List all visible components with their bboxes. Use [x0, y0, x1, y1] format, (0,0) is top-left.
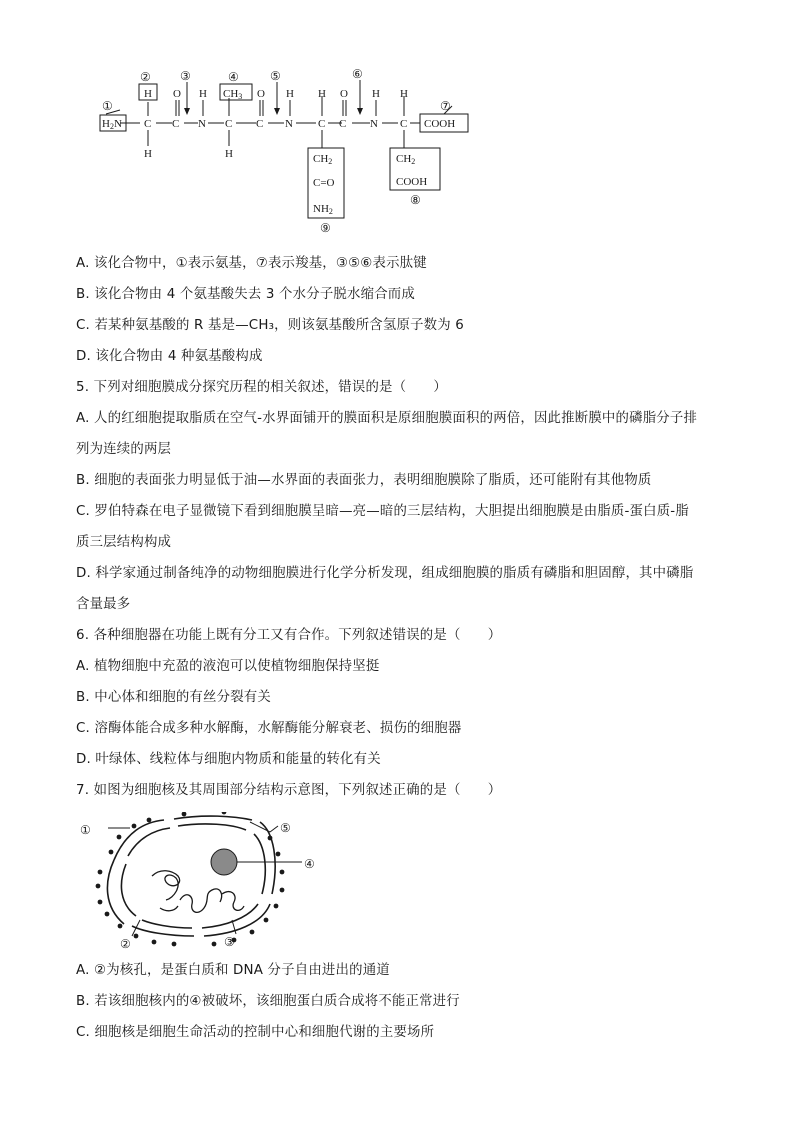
svg-text:COOH: COOH [424, 118, 456, 130]
svg-text:H2N: H2N [102, 118, 122, 131]
q4-option-d: D. 该化合物由 4 种氨基酸构成 [76, 349, 263, 364]
q5-option-a-cont: 列为连续的两层 [76, 442, 172, 457]
q6-option-b: B. 中心体和细胞的有丝分裂有关 [76, 690, 271, 705]
q7-option-c: C. 细胞核是细胞生命活动的控制中心和细胞代谢的主要场所 [76, 1025, 435, 1040]
svg-text:O: O [173, 88, 181, 100]
label-5: ⑤ [270, 69, 281, 83]
q5-option-a: A. 人的红细胞提取脂质在空气-水界面铺开的膜面积是原细胞膜面积的两倍，因此推断膜中的磷脂分子排 [76, 411, 698, 426]
q5-option-d-cont: 含量最多 [76, 597, 131, 612]
svg-text:C=O: C=O [313, 177, 335, 189]
svg-text:C: C [144, 118, 152, 130]
q4-option-a: A. 该化合物中，①表示氨基，⑦表示羧基，③⑤⑥表示肽键 [76, 256, 427, 271]
svg-text:O: O [340, 88, 348, 100]
svg-text:C: C [339, 118, 347, 130]
svg-text:C: C [172, 118, 180, 130]
svg-text:H: H [286, 88, 294, 100]
label-2: ② [120, 937, 131, 951]
label-9: ⑨ [320, 221, 331, 235]
svg-text:H: H [144, 148, 152, 160]
svg-text:CH2: CH2 [396, 153, 416, 166]
label-7: ⑦ [440, 99, 451, 113]
label-6: ⑥ [352, 67, 363, 81]
q6-stem: 6. 各种细胞器在功能上既有分工又有合作。下列叙述错误的是（ ） [76, 628, 502, 643]
q7-stem: 7. 如图为细胞核及其周围部分结构示意图，下列叙述正确的是（ ） [76, 783, 502, 798]
q5-stem: 5. 下列对细胞膜成分探究历程的相关叙述，错误的是（ ） [76, 380, 447, 395]
q6-option-d: D. 叶绿体、线粒体与细胞内物质和能量的转化有关 [76, 752, 381, 767]
label-1: ① [80, 823, 91, 837]
label-5: ⑤ [280, 821, 291, 835]
svg-text:C: C [256, 118, 264, 130]
q4-option-b: B. 该化合物由 4 个氨基酸失去 3 个水分子脱水缩合而成 [76, 287, 415, 302]
q5-option-c-cont: 质三层结构构成 [76, 535, 172, 550]
label-2: ② [140, 70, 151, 84]
q7-option-b: B. 若该细胞核内的④被破坏，该细胞蛋白质合成将不能正常进行 [76, 994, 460, 1009]
q5-option-b: B. 细胞的表面张力明显低于油—水界面的表面张力，表明细胞膜除了脂质，还可能附有其他物质 [76, 473, 652, 488]
svg-text:H: H [318, 88, 326, 100]
svg-text:H: H [144, 88, 152, 100]
q6-option-c: C. 溶酶体能合成多种水解酶，水解酶能分解衰老、损伤的细胞器 [76, 721, 462, 736]
label-4: ④ [228, 70, 239, 84]
svg-text:N: N [285, 118, 293, 130]
svg-text:C: C [318, 118, 326, 130]
label-8: ⑧ [410, 193, 421, 207]
q5-option-d: D. 科学家通过制备纯净的动物细胞膜进行化学分析发现，组成细胞膜的脂质有磷脂和胆固醇，其中磷脂 [76, 566, 694, 581]
svg-text:O: O [257, 88, 265, 100]
label-4: ④ [304, 857, 315, 871]
svg-text:N: N [198, 118, 206, 130]
svg-text:H: H [225, 148, 233, 160]
svg-text:COOH: COOH [396, 176, 428, 188]
svg-text:H: H [372, 88, 380, 100]
svg-text:H: H [400, 88, 408, 100]
label-3: ③ [180, 69, 191, 83]
peptide-structure-diagram [80, 66, 480, 238]
svg-text:CH2: CH2 [313, 153, 333, 166]
q5-option-c: C. 罗伯特森在电子显微镜下看到细胞膜呈暗—亮—暗的三层结构，大胆提出细胞膜是由脂质-蛋白质-脂 [76, 504, 689, 519]
svg-text:N: N [370, 118, 378, 130]
ribosomes [96, 812, 285, 946]
svg-text:NH2: NH2 [313, 203, 333, 216]
svg-text:H: H [199, 88, 207, 100]
svg-text:C: C [225, 118, 233, 130]
label-3: ③ [224, 935, 235, 949]
q7-option-a: A. ②为核孔，是蛋白质和 DNA 分子自由进出的通道 [76, 963, 390, 978]
svg-text:C: C [400, 118, 408, 130]
q4-option-c: C. 若某种氨基酸的 R 基是—CH₃，则该氨基酸所含氢原子数为 6 [76, 318, 465, 333]
label-1: ① [102, 99, 113, 113]
svg-text:CH3: CH3 [223, 88, 243, 101]
q6-option-a: A. 植物细胞中充盈的液泡可以使植物细胞保持坚挺 [76, 659, 380, 674]
nucleus-structure-diagram [74, 812, 334, 952]
